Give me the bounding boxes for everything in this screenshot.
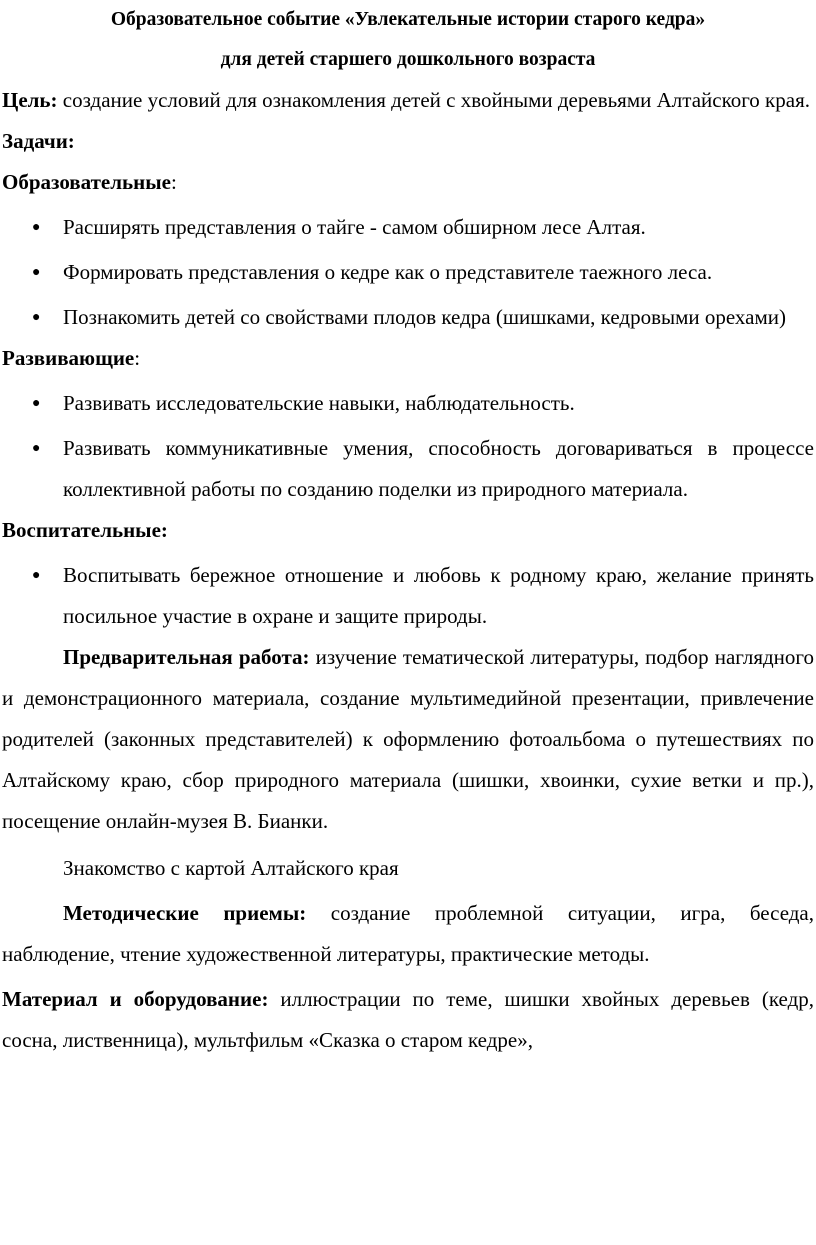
upbringing-label: Воспитательные: [2, 518, 168, 542]
list-item-text: Формировать представления о кедре как о представителе таежного леса. [63, 260, 713, 284]
list-item-text: Воспитывать бережное отношение и любовь к родному краю, желание принять посильное участие в охране и защите природы. [63, 563, 814, 628]
list-item-text: Познакомить детей со свойствами плодов кедра (шишками, кедровыми орехами) [63, 305, 786, 329]
list-item [2, 207, 814, 248]
tasks-heading [2, 121, 814, 162]
title-line-2: для детей старшего дошкольного возраста [220, 49, 596, 70]
list-item [2, 383, 814, 424]
preliminary-text: изучение тематической литературы, подбор наглядного и демонстрационного материала, создание мультимедийной презентации, привлечение родителей (законных представителей) к оформлению фотоальбома о путешествиях по Алтайскому краю, сбор природного материала (шишки, хвоинки, сухие ветки и пр.), посещение онлайн-музея В. Бианки. [2, 645, 814, 833]
bullet-icon: ● [32, 568, 41, 583]
methods-text: создание проблемной ситуации, игра, беседа, наблюдение, чтение художественной литературы, практические методы. [2, 901, 814, 966]
list-item-text: Расширять представления о тайге - самом обширном лесе Алтая. [63, 215, 646, 239]
list-item-text: Развивать исследовательские навыки, наблюдательность. [63, 391, 575, 415]
list-item [2, 428, 814, 510]
list-item [2, 252, 814, 293]
upbringing-heading [2, 510, 814, 551]
list-item [2, 297, 814, 338]
bullet-icon: ● [32, 441, 41, 456]
goal-label: Цель: [2, 88, 58, 112]
methods-label: Методические приемы: [63, 901, 307, 925]
list-item [2, 555, 814, 637]
educational-heading [2, 162, 814, 203]
developing-colon: : [134, 346, 141, 370]
developing-heading [2, 338, 814, 379]
materials-text: иллюстрации по теме, шишки хвойных деревьев (кедр, сосна, лиственница), мультфильм «Сказка о старом кедре», [2, 987, 815, 1052]
developing-label: Развивающие [2, 346, 135, 370]
list-item-text: Развивать коммуникативные умения, способность договариваться в процессе коллективной работы по созданию поделки из природного материала. [63, 436, 814, 501]
bullet-icon: ● [32, 396, 41, 411]
methods-paragraph [2, 893, 814, 975]
tasks-heading-text: Задачи: [2, 129, 75, 153]
title-line-1: Образовательное событие «Увлекательные истории старого кедра» [110, 9, 706, 30]
bullet-icon: ● [32, 220, 41, 235]
bullet-icon: ● [32, 265, 41, 280]
upbringing-list [2, 555, 814, 637]
preliminary-label: Предварительная работа: [63, 645, 310, 669]
preliminary-paragraph [2, 637, 814, 842]
developing-list [2, 383, 814, 510]
educational-colon: : [170, 170, 177, 194]
educational-list [2, 207, 814, 338]
educational-label: Образовательные [2, 170, 171, 194]
materials-paragraph [2, 979, 814, 1061]
materials-label: Материал и оборудование: [2, 987, 269, 1011]
bullet-icon: ● [32, 310, 41, 325]
goal-text: создание условий для ознакомления детей с хвойными деревьями Алтайского края. [57, 88, 810, 112]
map-line: Знакомство с картой Алтайского края [63, 856, 399, 880]
goal-paragraph [2, 80, 814, 121]
